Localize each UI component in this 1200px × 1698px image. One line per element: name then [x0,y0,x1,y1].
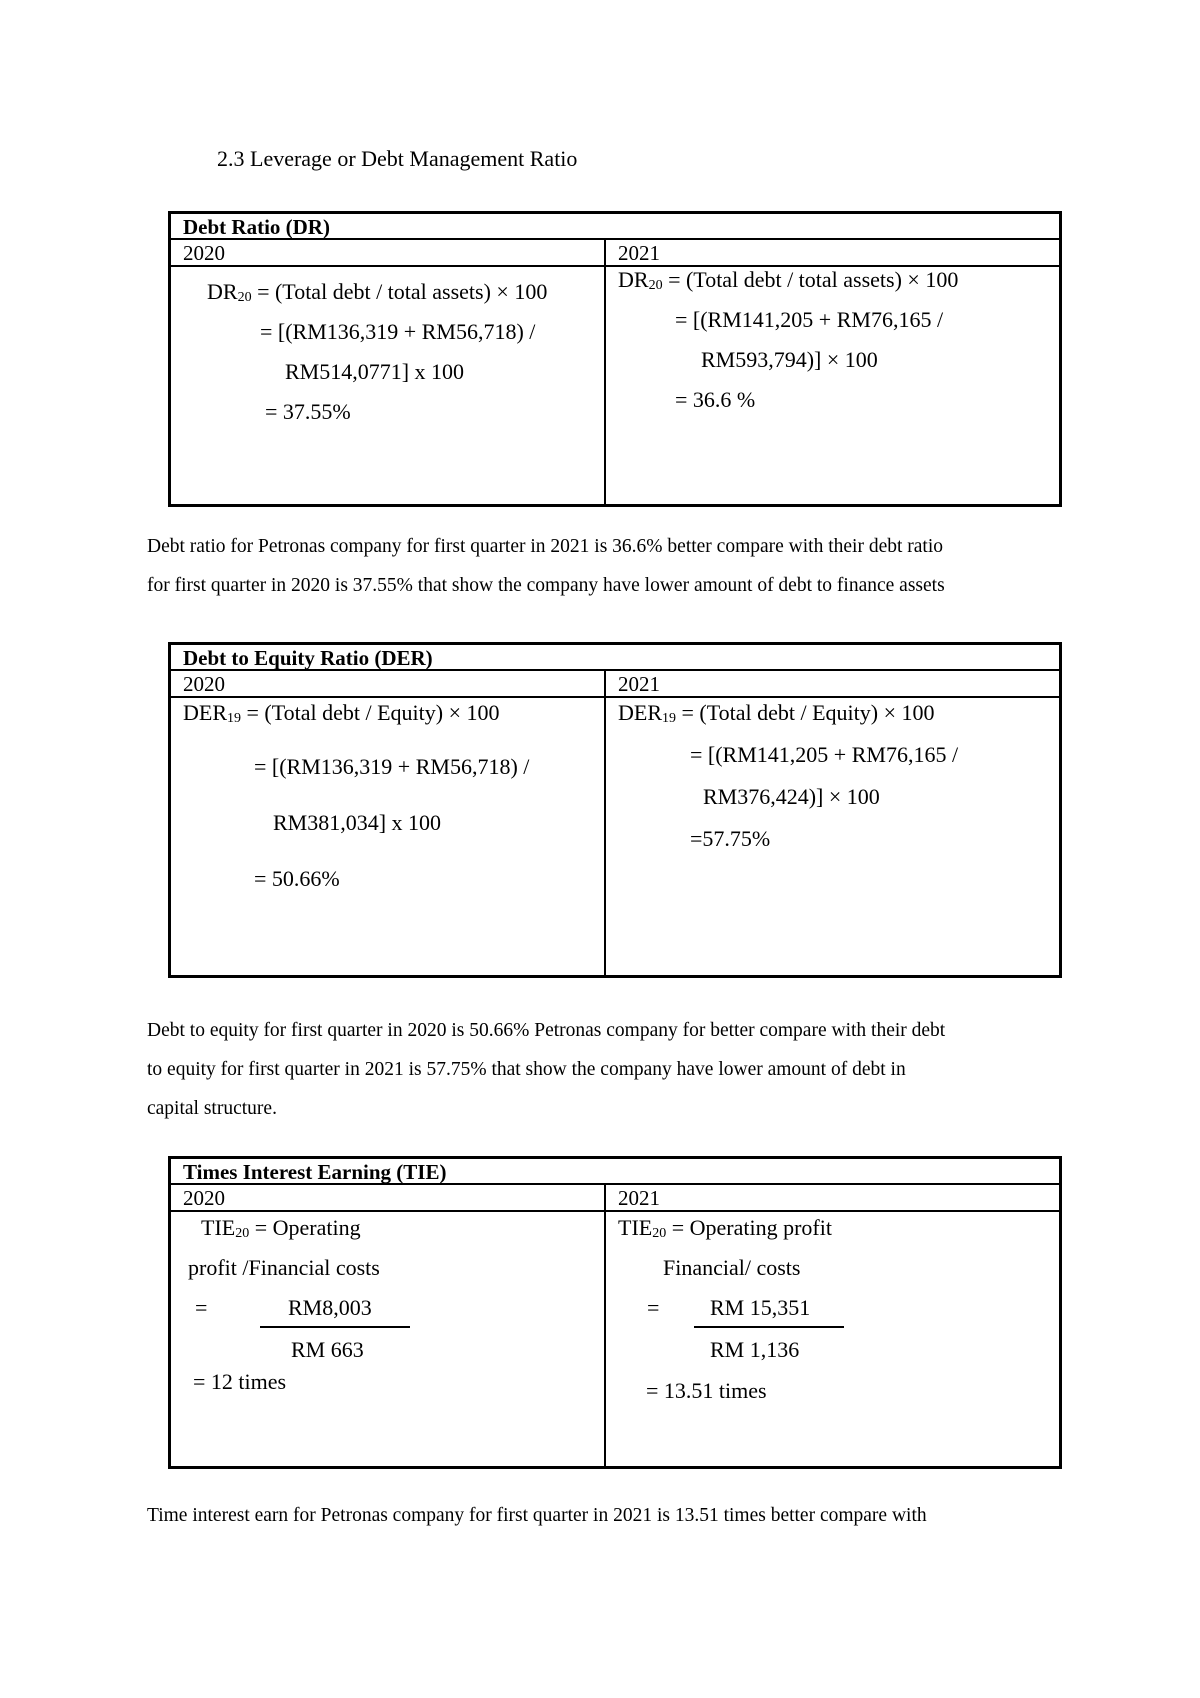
formula-line: = [(RM141,205 + RM76,165 / [675,307,944,332]
formula-2021-cell [606,1212,1059,1466]
table-title: Debt to Equity Ratio (DER) [171,645,1059,671]
formula-2021-cell [606,267,1059,504]
fraction-denominator: RM 1,136 [710,1337,800,1362]
formula-line: $DER_{19}$ = (Total debt / Equity) × 100 [618,700,935,726]
times-interest-earning-table [168,1156,1062,1469]
formula-2020-cell [171,267,606,504]
section-heading: 2.3 Leverage or Debt Management Ratio [217,146,578,171]
formula-line: RM376,424)] × 100 [703,784,880,809]
formula-line: $TIE_{20}$ = Operating profit [618,1215,832,1241]
debt-to-equity-table [168,642,1062,978]
formula-line: profit /Financial costs [188,1255,380,1280]
formula-result: = 12 times [193,1369,287,1394]
formula-line: RM514,0771] x 100 [285,359,465,384]
formula-2020-cell [171,1212,606,1466]
formula-row [171,698,1059,975]
formula-line: RM381,034] x 100 [273,810,442,835]
paragraph-line: for first quarter in 2020 is 37.55% that show the company have lower amount of debt to finance assets [147,575,945,596]
year-2020-header: 2020 [171,240,606,265]
formula-result: = 50.66% [254,866,340,891]
formula-line: $TIE_{20}$ = Operating [201,1215,361,1241]
formula-line: = [(RM141,205 + RM76,165 / [690,742,959,767]
formula-result: = 36.6 % [675,387,756,412]
year-2020-header: 2020 [171,671,606,696]
formula-result: =57.75% [690,826,771,851]
formula-2021-cell [606,698,1059,975]
fraction-bar [694,1326,844,1328]
formula-2020-cell [171,698,606,975]
year-header-row [171,671,1059,698]
paragraph-line: to equity for first quarter in 2021 is 57.75% that show the company have lower amount of debt in [147,1059,906,1080]
year-2020-header: 2020 [171,1185,606,1210]
formula-line: RM593,794)] × 100 [701,347,878,372]
formula-line: $DR_{20}$ = (Total debt / total assets) × 100 [207,279,548,305]
formula-row [171,267,1059,504]
year-header-row [171,1185,1059,1212]
formula-row [171,1212,1059,1466]
year-2021-header: 2021 [618,241,660,265]
formula-line: $DR_{20}$ = (Total debt / total assets) × 100 [618,267,959,293]
fraction-numerator: RM8,003 [288,1295,372,1320]
formula-line: Financial/ costs [663,1255,801,1280]
table-title: Times Interest Earning (TIE) [171,1159,1059,1185]
formula-line: = [(RM136,319 + RM56,718) / [254,754,530,779]
formula-result: = 13.51 times [646,1378,767,1403]
year-header-row [171,240,1059,267]
fraction-bar [260,1326,410,1328]
formula-line: = [(RM136,319 + RM56,718) / [260,319,536,344]
equals-sign: = [647,1295,660,1320]
fraction-denominator: RM 663 [291,1337,364,1362]
year-2021-header: 2021 [618,672,660,696]
paragraph-line: Debt ratio for Petronas company for first quarter in 2021 is 36.6% better compare with their debt ratio [147,536,944,557]
formula-line: $DER_{19}$ = (Total debt / Equity) × 100 [183,700,500,726]
formula-result: = 37.55% [265,399,351,424]
fraction-numerator: RM 15,351 [710,1295,811,1320]
paragraph-line: Debt to equity for first quarter in 2020 is 50.66% Petronas company for better compare with their debt [147,1020,946,1041]
equals-sign: = [195,1295,208,1320]
paragraph-line: capital structure. [147,1098,277,1119]
paragraph-line: Time interest earn for Petronas company for first quarter in 2021 is 13.51 times better compare with [147,1505,927,1526]
debt-ratio-table [168,211,1062,507]
table-title: Debt Ratio (DR) [171,214,1059,240]
year-2021-header: 2021 [618,1186,660,1210]
